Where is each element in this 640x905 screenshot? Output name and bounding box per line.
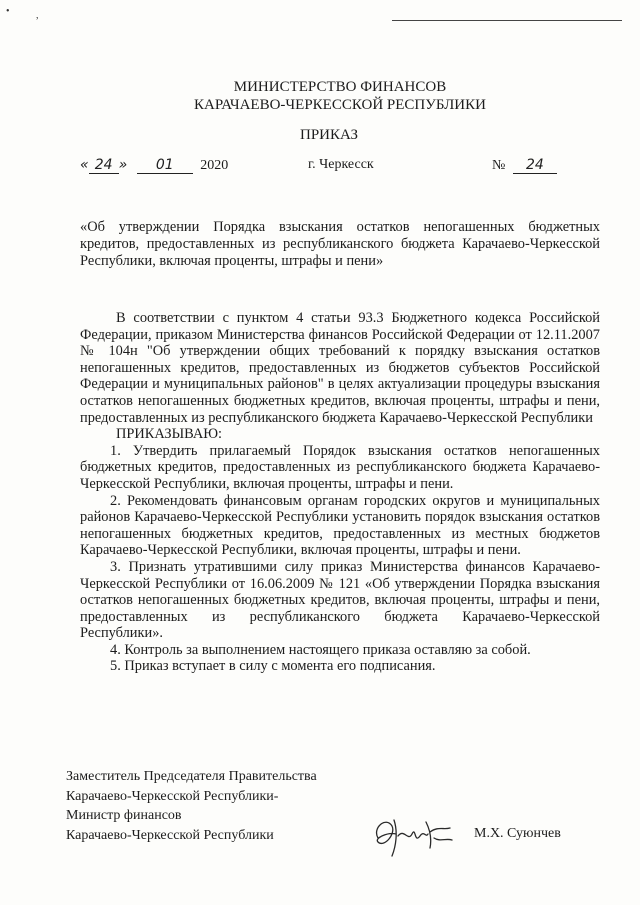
order-item-5: 5. Приказ вступает в силу с момента его подписания. [110, 658, 436, 675]
signatory-position-line4: Карачаево-Черкесской Республики [66, 827, 274, 843]
order-number-label: № [492, 158, 506, 173]
signatory-position [66, 767, 317, 845]
handwritten-signature [368, 808, 458, 864]
order-subject: «Об утверждении Порядка взыскания остатков непогашенных бюджетных кредитов, предоставленных из республиканского бюджета Карачаево-Черкесской Республики, включая проценты, штрафы и пени» [80, 219, 600, 269]
signatory-position-line1: Заместитель Председателя Правительства [66, 769, 317, 784]
order-number [492, 157, 557, 174]
order-city: г. Черкесск [308, 157, 374, 172]
order-number-value: 24 [513, 157, 557, 174]
document-type: ПРИКАЗ [300, 127, 358, 143]
ministry-name-line1: МИНИСТЕРСТВО ФИНАНСОВ [233, 79, 447, 95]
order-item-3: 3. Признать утратившими силу приказ Министерства финансов Карачаево-Черкесской Республики от 16.06.2009 № 121 «Об утверждении Порядка взыскания остатков непогашенных бюджетных кредитов, включая проценты, штрафы и пени, предоставленных из республиканского бюджета Карачаево-Черкесской Республики». [80, 558, 600, 642]
order-item-1: 1. Утвердить прилагаемый Порядок взыскания остатков непогашенных бюджетных кредитов, предоставленных из республиканского бюджета Карачаево-Черкесской Республики, включая проценты, штрафы и пени. [80, 442, 600, 492]
scan-mark: • [6, 6, 10, 17]
order-item-4: 4. Контроль за выполнением настоящего приказа оставляю за собой. [110, 641, 531, 658]
order-day: 24 [89, 157, 119, 174]
order-year: 2020 [200, 158, 229, 173]
order-month: 01 [137, 157, 193, 174]
ministry-name-line2: КАРАЧАЕВО-ЧЕРКЕССКОЙ РЕСПУБЛИКИ [194, 97, 486, 113]
signatory-name: М.Х. Суюнчев [474, 826, 561, 841]
order-word: ПРИКАЗЫВАЮ: [116, 426, 223, 443]
signatory-position-line3: Министр финансов [66, 808, 182, 823]
order-body [80, 310, 600, 675]
order-item-2: 2. Рекомендовать финансовым органам городских округов и муниципальных районов Карачаево-Черкесской Республики установить порядок взыскания остатков непогашенных бюджетных кредитов, предоставленных из местных бюджетов Карачаево-Черкесской Республики, включая проценты, штрафы и пени. [80, 492, 600, 559]
preamble: В соответствии с пунктом 4 статьи 93.3 Бюджетного кодекса Российской Федерации, приказом Министерства финансов Российской Федерации от 12.11.2007 № 104н "Об утверждении общих требований к порядку взыскания остатков непогашенных кредитов, предоставленных из бюджетов субъектов Российской Федерации и муниципальных районов" в целях актуализации процедуры взыскания остатков непогашенных бюджетных кредитов, включая проценты, штрафы и пени, предоставленных из республиканского бюджета Карачаево-Черкесской Республики [80, 310, 600, 426]
scan-mark: , [36, 10, 39, 21]
signatory-position-line2: Карачаево-Черкесской Республики- [66, 788, 279, 804]
order-date: « 24 » 01 2020 [80, 157, 229, 173]
scan-line [392, 20, 622, 21]
